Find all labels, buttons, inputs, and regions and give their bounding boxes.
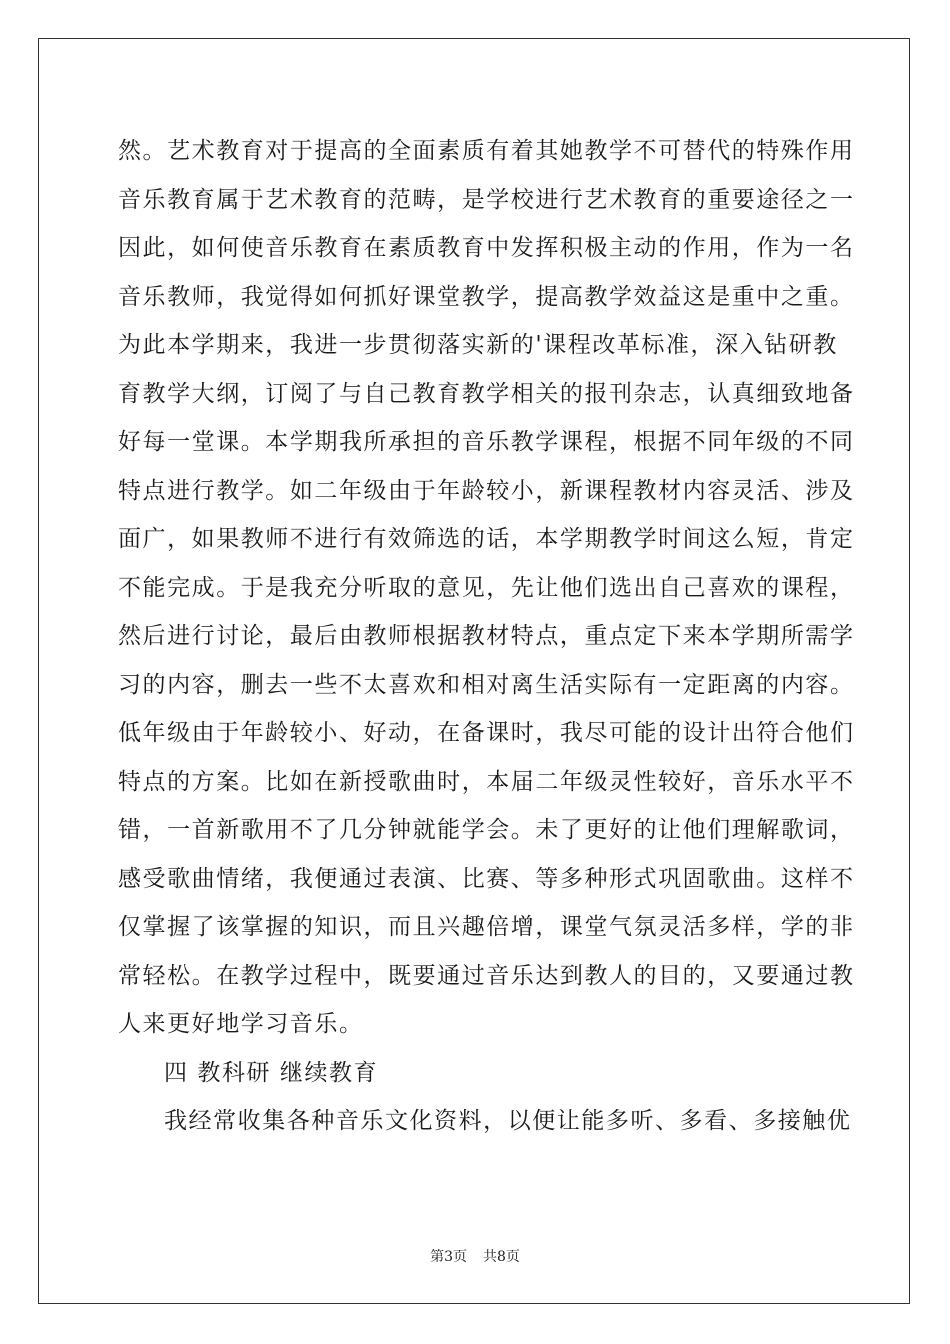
text-line: 低年级由于年龄较小、好动，在备课时，我尽可能的设计出符合他们 [118, 720, 855, 746]
page-footer [0, 1246, 950, 1266]
text-line: 音乐教育属于艺术教育的范畴，是学校进行艺术教育的重要途径之一 [118, 186, 855, 213]
document-body [118, 127, 855, 1146]
text-line: 错，一首新歌用不了几分钟就能学会。未了更好的让他们理解歌词， [118, 817, 855, 843]
text-line: 然。艺术教育对于提高的全面素质有着其她教学不可替代的特殊作用 [118, 138, 855, 164]
section-heading: 四 教科研 继续教育 [164, 1059, 379, 1086]
text-line: 不能完成。于是我充分听取的意见，先让他们选出自己喜欢的课程， [118, 574, 855, 601]
text-line: 仅掌握了该掌握的知识，而且兴趣倍增，课堂气氛灵活多样，学的非 [118, 914, 855, 940]
text-line: 音乐教师，我觉得如何抓好课堂教学，提高教学效益这是重中之重。 [118, 283, 855, 310]
text-line: 因此，如何使音乐教育在素质教育中发挥积极主动的作用，作为一名 [118, 235, 855, 261]
text-line: 好每一堂课。本学期我所承担的音乐教学课程，根据不同年级的不同 [118, 429, 855, 455]
text-line: 特点进行教学。如二年级由于年龄较小，新课程教材内容灵活、涉及 [118, 477, 855, 504]
text-line: 育教学大纲，订阅了与自己教育教学相关的报刊杂志，认真细致地备 [118, 380, 855, 407]
text-line: 习的内容，删去一些不太喜欢和相对离生活实际有一定距离的内容。 [118, 671, 855, 698]
text-line: 然后进行讨论，最后由教师根据教材特点，重点定下来本学期所需学 [118, 623, 855, 649]
page-total: 共8页 [483, 1249, 520, 1265]
text-line: 人来更好地学习音乐。 [118, 1011, 364, 1037]
page-number: 第3页 [430, 1249, 467, 1265]
text-line: 特点的方案。比如在新授歌曲时，本届二年级灵性较好，音乐水平不 [118, 768, 855, 795]
text-line: 为此本学期来，我进一步贯彻落实新的'课程改革标准，深入钻研教 [118, 332, 838, 358]
text-line: 面广，如果教师不进行有效筛选的话，本学期教学时间这么短，肯定 [118, 526, 855, 552]
text-line: 常轻松。在教学过程中，既要通过音乐达到教人的目的，又要通过教 [118, 962, 855, 989]
paragraph-first-line: 我经常收集各种音乐文化资料，以便让能多听、多看、多接触优 [164, 1108, 852, 1134]
text-line: 感受歌曲情绪，我便通过表演、比赛、等多种形式巩固歌曲。这样不 [118, 865, 855, 892]
